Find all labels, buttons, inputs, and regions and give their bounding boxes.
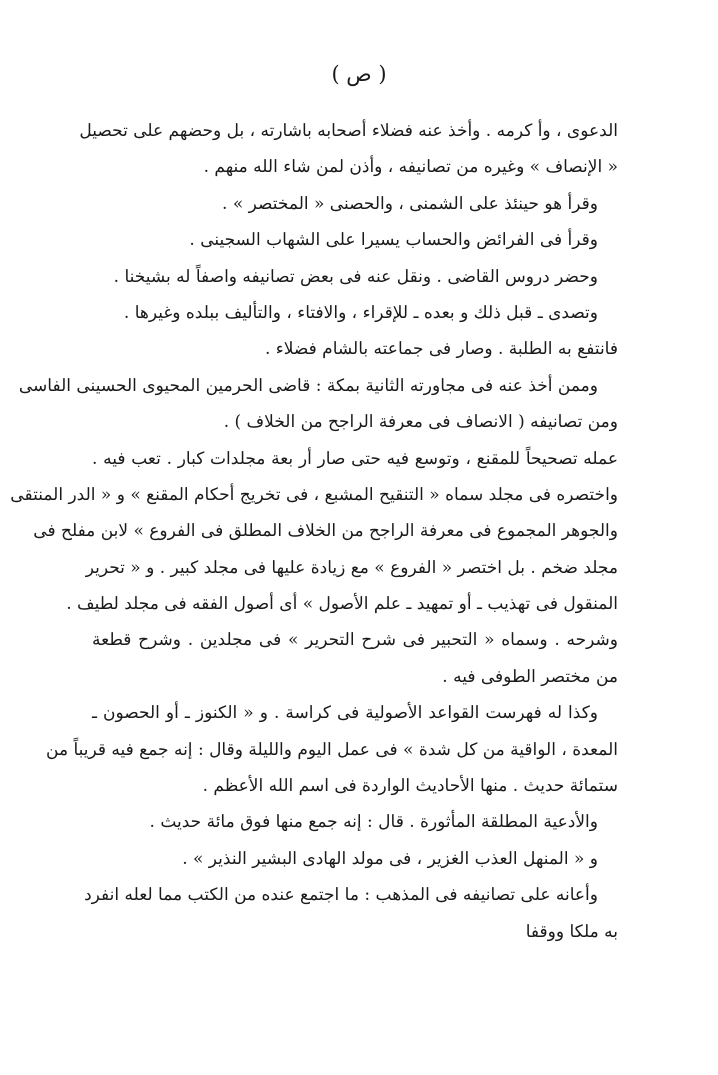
- text-line: ستمائة حديث . منها الأحاديث الواردة فى اسم الله الأعظم .: [202, 776, 618, 797]
- text-line: مجلد ضخم . بل اختصر « الفروع » مع زيادة عليها فى مجلد كبير . و « تحرير: [85, 557, 618, 578]
- text-line: والجوهر المجموع فى معرفة الراجح من الخلاف المطلق فى الفروع » لابن مفلح فى: [33, 521, 618, 542]
- text-line: وحضر دروس القاضى . ونقل عنه فى بعض تصانيفه واصفاً له بشيخنا .: [113, 266, 598, 287]
- page-number-marker: ( ص ): [331, 62, 387, 86]
- text-line: وأعانه على تصانيفه فى المذهب : ما اجتمع عنده من الكتب مما لعله انفرد: [84, 885, 598, 906]
- text-line: وشرحه . وسماه « التحبير فى شرح التحرير » فى مجلدين . وشرح قطعة: [92, 630, 618, 651]
- text-line: فانتفع به الطلبة . وصار فى جماعته بالشام فضلاء .: [264, 339, 618, 360]
- text-line: وقرأ هو حينئذ على الشمنى ، والحصنى « المختصر » .: [222, 193, 598, 214]
- text-line: وتصدى ـ قبل ذلك و بعده ـ للإقراء ، والافتاء ، والتأليف ببلده وغيرها .: [123, 302, 598, 323]
- text-line: واختصره فى مجلد سماه « التنقيح المشبع ، فى تخريج أحكام المقنع » و « الدر المنتقى: [10, 484, 618, 505]
- text-line: ومن تصانيفه ( الانصاف فى معرفة الراجح من الخلاف ) .: [223, 412, 618, 433]
- text-line: المنقول فى تهذيب ـ أو تمهيد ـ علم الأصول » أى أصول الفقه فى مجلد لطيف .: [66, 594, 618, 615]
- text-line: و « المنهل العذب الغزير ، فى مولد الهادى البشير النذير » .: [182, 848, 598, 869]
- text-line: المعدة ، الواقية من كل شدة » فى عمل اليوم والليلة وقال : إنه جمع فيه قريباً من: [46, 739, 618, 760]
- text-line: وكذا له فهرست القواعد الأصولية فى كراسة . و « الكنوز ـ أو الحصون ـ: [92, 703, 598, 724]
- text-line: والأدعية المطلقة المأثورة . قال : إنه جمع منها فوق مائة حديث .: [149, 812, 598, 833]
- text-line: من مختصر الطوفى فيه .: [442, 666, 618, 687]
- text-line: وقرأ فى الفرائض والحساب يسيرا على الشهاب السجينى .: [189, 230, 598, 251]
- text-line: عمله تصحيحاً للمقنع ، وتوسع فيه حتى صار أر بعة مجلدات كبار . تعب فيه .: [92, 448, 618, 469]
- text-line: به ملكا ووقفا: [525, 921, 618, 942]
- text-line: الدعوى ، وأ كرمه . وأخذ عنه فضلاء أصحابه باشارته ، بل وحضهم على تحصيل: [79, 121, 618, 141]
- text-line: « الإنصاف » وغيره من تصانيفه ، وأذن لمن شاء الله منهم .: [203, 157, 618, 178]
- text-line: وممن أخذ عنه فى مجاورته الثانية بمكة : قاضى الحرمين المحيوى الحسينى الفاسى: [18, 375, 598, 396]
- body-text: [10, 113, 618, 950]
